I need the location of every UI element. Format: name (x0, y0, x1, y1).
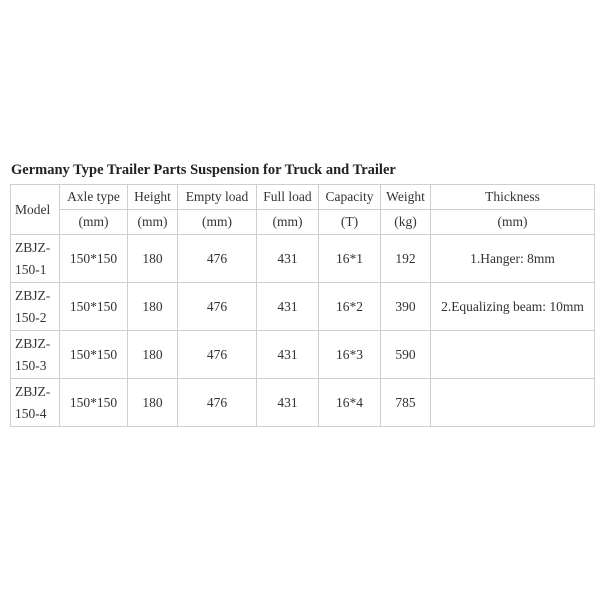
header-row (11, 185, 595, 210)
capacity-cell: 16*4 (319, 379, 381, 427)
axle-cell: 150*150 (60, 379, 128, 427)
unit-height: (mm) (128, 210, 178, 235)
model-prefix: ZBJZ- (15, 335, 51, 351)
capacity-cell: 16*2 (319, 283, 381, 331)
empty-load-cell: 476 (178, 235, 257, 283)
model-suffix: 150-4 (15, 405, 47, 421)
table-row (11, 331, 595, 379)
unit-empty-load: (mm) (178, 210, 257, 235)
weight-cell: 590 (381, 331, 431, 379)
weight-cell: 192 (381, 235, 431, 283)
header-weight: Weight (381, 185, 431, 210)
unit-axle-type: (mm) (60, 210, 128, 235)
model-suffix: 150-1 (15, 261, 47, 277)
model-prefix: ZBJZ- (15, 287, 51, 303)
thickness-cell: 2.Equalizing beam: 10mm (431, 283, 595, 331)
model-cell (11, 283, 60, 331)
model-prefix: ZBJZ- (15, 383, 51, 399)
weight-cell: 785 (381, 379, 431, 427)
model-cell (11, 331, 60, 379)
table-row (11, 379, 595, 427)
thickness-cell: 1.Hanger: 8mm (431, 235, 595, 283)
axle-cell: 150*150 (60, 235, 128, 283)
table-row (11, 235, 595, 283)
model-cell (11, 235, 60, 283)
capacity-cell: 16*3 (319, 331, 381, 379)
header-capacity: Capacity (319, 185, 381, 210)
thickness-cell (431, 379, 595, 427)
header-thickness: Thickness (431, 185, 595, 210)
height-cell: 180 (128, 331, 178, 379)
height-cell: 180 (128, 235, 178, 283)
height-cell: 180 (128, 283, 178, 331)
header-empty-load: Empty load (178, 185, 257, 210)
unit-weight: (kg) (381, 210, 431, 235)
table-title: Germany Type Trailer Parts Suspension for Truck and Trailer (11, 162, 396, 178)
full-load-cell: 431 (257, 235, 319, 283)
spec-table (10, 184, 595, 427)
header-unit-row (11, 210, 595, 235)
full-load-cell: 431 (257, 331, 319, 379)
empty-load-cell: 476 (178, 379, 257, 427)
empty-load-cell: 476 (178, 283, 257, 331)
weight-cell: 390 (381, 283, 431, 331)
full-load-cell: 431 (257, 283, 319, 331)
unit-capacity: (T) (319, 210, 381, 235)
header-model: Model (11, 185, 60, 235)
capacity-cell: 16*1 (319, 235, 381, 283)
model-suffix: 150-3 (15, 357, 47, 373)
model-prefix: ZBJZ- (15, 239, 51, 255)
full-load-cell: 431 (257, 379, 319, 427)
header-axle-type: Axle type (60, 185, 128, 210)
axle-cell: 150*150 (60, 331, 128, 379)
header-height: Height (128, 185, 178, 210)
height-cell: 180 (128, 379, 178, 427)
model-cell (11, 379, 60, 427)
unit-full-load: (mm) (257, 210, 319, 235)
axle-cell: 150*150 (60, 283, 128, 331)
empty-load-cell: 476 (178, 331, 257, 379)
table-row (11, 283, 595, 331)
model-suffix: 150-2 (15, 309, 47, 325)
thickness-cell (431, 331, 595, 379)
unit-thickness: (mm) (431, 210, 595, 235)
header-full-load: Full load (257, 185, 319, 210)
